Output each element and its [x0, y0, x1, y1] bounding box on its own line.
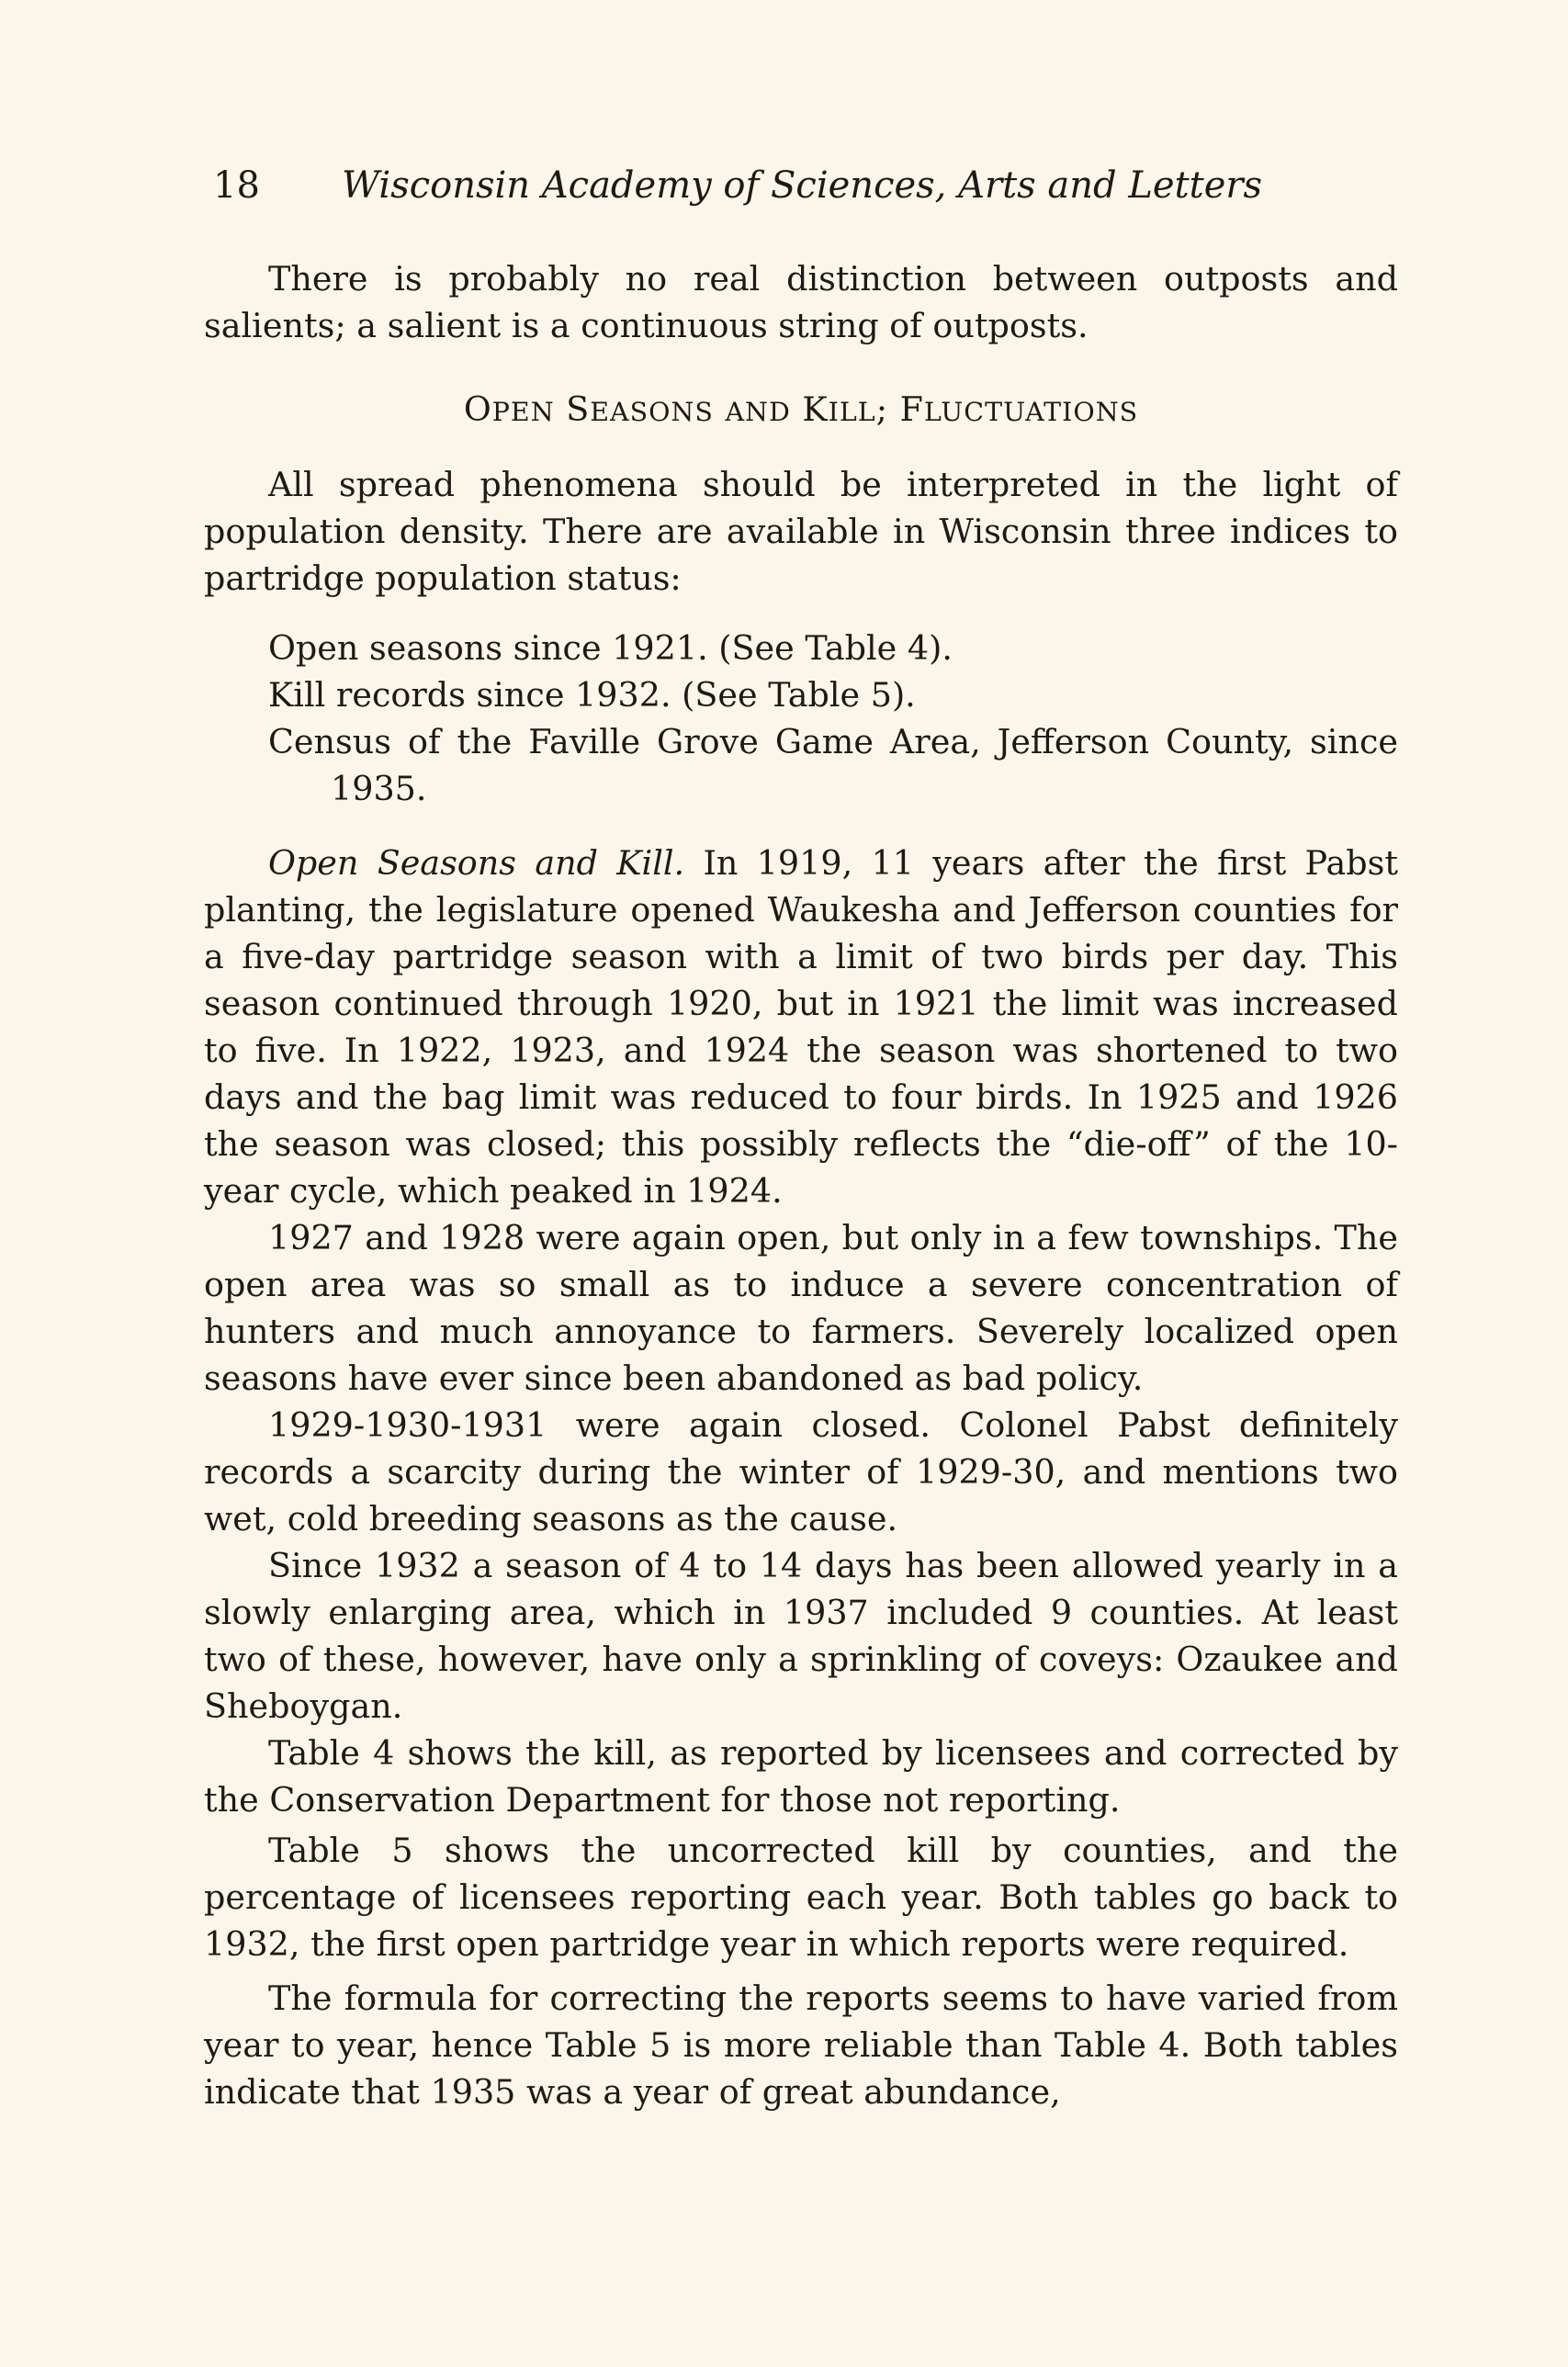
- index-item-kill-records: Kill records since 1932. (See Table 5).: [268, 675, 916, 715]
- paragraph-correction-formula: The formula for correcting the reports seems to have varied from year to year, hence Table 5 is more reliable than Table 4. Both tables indicate that 1935 was a year of great abundance,: [204, 1978, 1398, 2112]
- paragraph-1927-1928: 1927 and 1928 were again open, but only in a few townships. The open area was so small as to induce a severe concentration of hunters and much annoyance to farmers. Severely localized open seasons have ever since been abandoned as bad policy.: [204, 1218, 1398, 1398]
- section-heading-block: [204, 386, 1398, 435]
- paragraph-since-1932: Since 1932 a season of 4 to 14 days has been allowed yearly in a slowly enlarging area, which in 1937 included 9 counties. At least two of these, however, have only a sprinkling of coveys: Ozaukee and Sheboygan.: [204, 1546, 1398, 1726]
- intro-paragraph: There is probably no real distinction between outposts and salients; a salient is a continuous string of outposts.: [204, 259, 1398, 345]
- paragraph-table-4: Table 4 shows the kill, as reported by licensees and corrected by the Conservation Department for those not reporting.: [204, 1733, 1398, 1820]
- paragraph-1929-1931: 1929-1930-1931 were again closed. Colonel Pabst definitely records a scarcity during the winter of 1929-30, and mentions two wet, cold breeding seasons as the cause.: [204, 1405, 1398, 1539]
- section-heading: OPEN SEASONS AND KILL; FLUCTUATIONS: [463, 389, 1139, 429]
- run-in-heading: Open Seasons and Kill.: [268, 843, 685, 883]
- open-seasons-and-kill-section: [204, 840, 1398, 2115]
- index-item-open-seasons: Open seasons since 1921. (See Table 4).: [268, 628, 953, 668]
- paragraph-open-seasons-and-kill: Open Seasons and Kill. In 1919, 11 years after the first Pabst planting, the legislature opened Waukesha and Jefferson counties for a five-day partridge season with a limit of two birds per day. This season continued through 1920, but in 1921 the limit was increased to five. In 1922, 1923, and 1924 the season was shortened to two days and the bag limit was reduced to four birds. In 1925 and 1926 the season was closed; this possibly reflects the “die-off” of the 10-year cycle, which peaked in 1924.: [204, 843, 1398, 1211]
- journal-title: Wisconsin Academy of Sciences, Arts and Letters: [342, 164, 1263, 207]
- paragraph-population-density: All spread phenomena should be interpreted in the light of population density. There are available in Wisconsin three indices to partridge population status:: [204, 465, 1398, 598]
- paragraph-population-density-block: [204, 461, 1398, 602]
- index-item-census: Census of the Faville Grove Game Area, Jefferson County, since 1935.: [268, 722, 1398, 808]
- running-header: [213, 158, 1288, 213]
- intro-paragraph-block: [204, 255, 1398, 349]
- page-number: 18: [213, 164, 260, 207]
- paragraph-table-5: Table 5 shows the uncorrected kill by counties, and the percentage of licensees reporting each year. Both tables go back to 1932, the first open partridge year in which reports were required.: [204, 1831, 1398, 1964]
- indices-list: [204, 625, 1398, 812]
